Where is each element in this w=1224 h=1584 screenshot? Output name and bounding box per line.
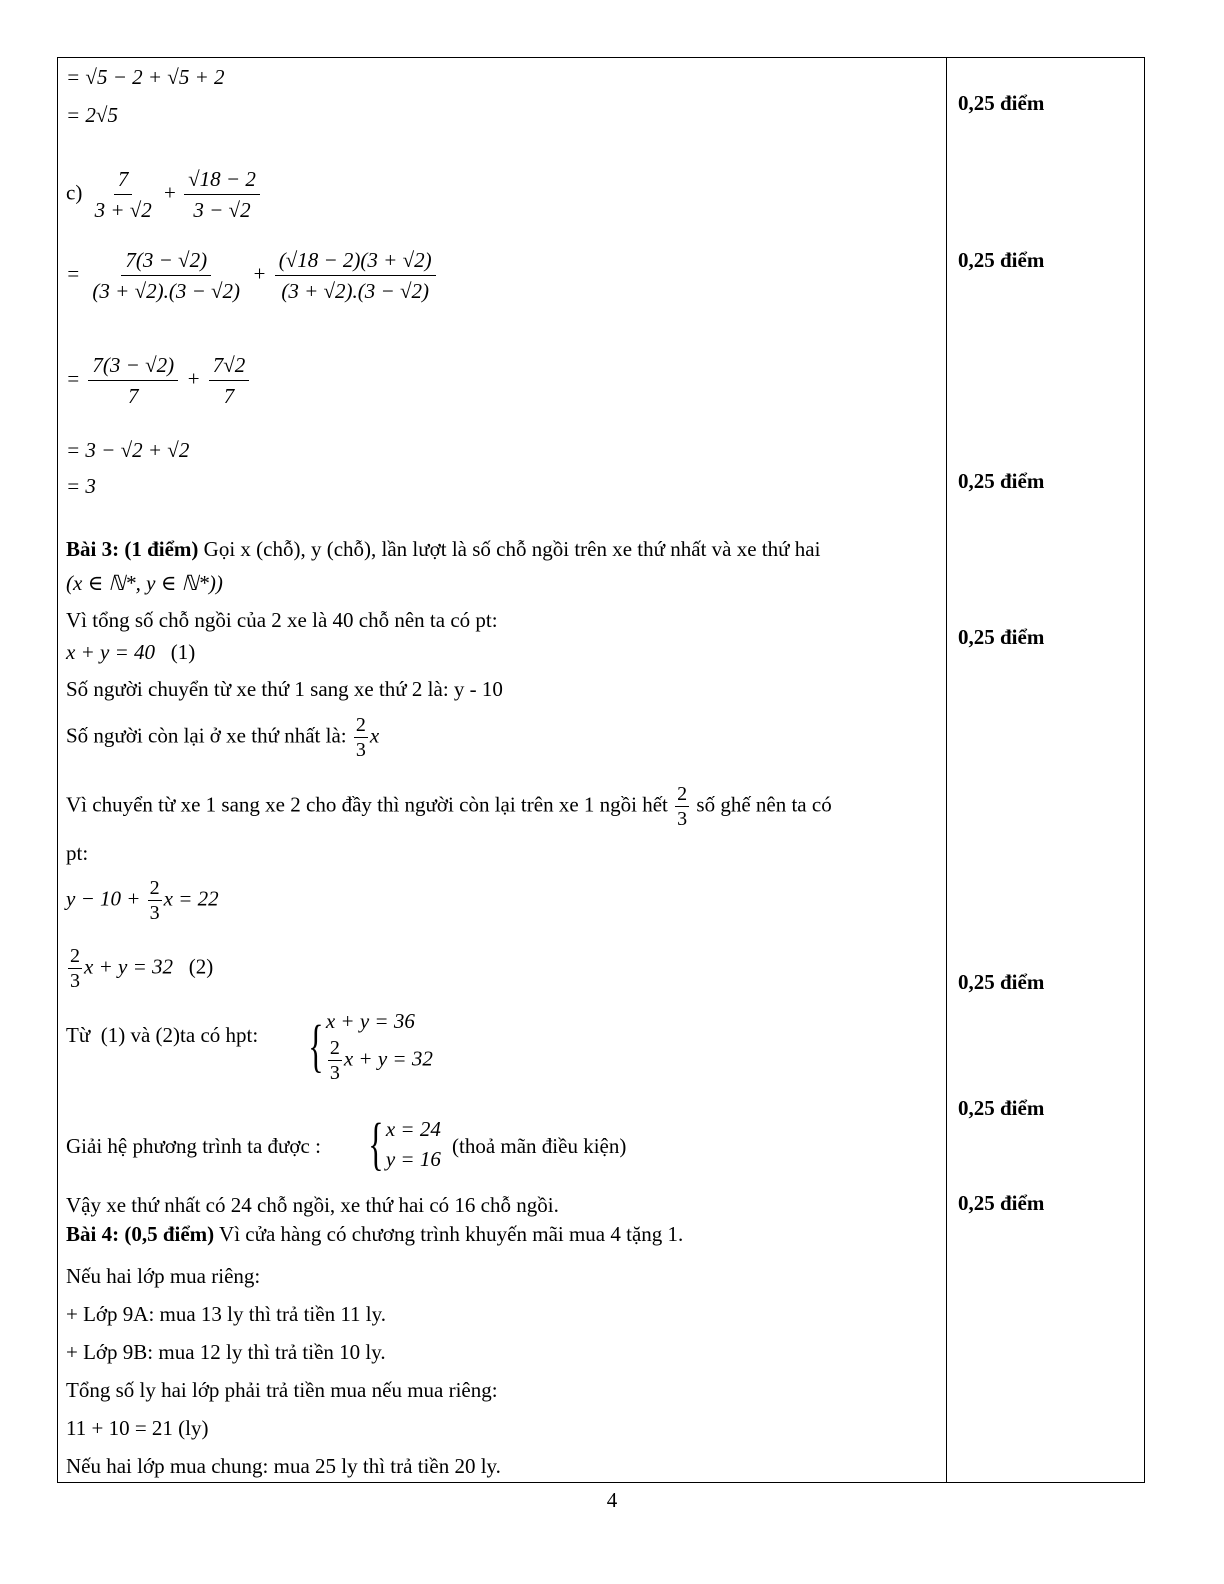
page-number: 4 [606,1488,618,1512]
equation-label: (2) [188,954,214,979]
solution-x: x = 24 [385,1117,441,1141]
denominator: 3 + √2 [94,198,152,222]
part-c-label: c) [66,180,83,205]
denominator: 7 [128,384,139,408]
system-row-1: x + y = 36 [325,1009,415,1033]
score-label: 0,25 điểm [958,1191,1045,1215]
denominator: (3 + √2).(3 − √2) [281,279,429,303]
and-text: và [130,1023,151,1047]
score-label: 0,25 điểm [958,469,1045,493]
score-label: 0,25 điểm [958,970,1045,994]
numerator: 7(3 − √2) [121,245,211,276]
denominator: 3 [355,739,366,761]
fraction [209,350,250,411]
fraction [91,164,156,225]
remaining-text: Số người còn lại ở xe thứ nhất là: [66,723,347,748]
brace-icon: { [308,1012,324,1078]
bai3-because [66,782,832,831]
system-row-2 [326,1036,433,1085]
numerator: 2 [70,945,80,967]
denominator: 3 [677,808,688,830]
numerator: 2 [149,877,160,899]
ref-2: (2) [155,1023,181,1047]
column-divider [946,57,947,1483]
equation: x + y = 40 [66,640,155,664]
bai3-system [66,1009,433,1084]
equation-right: x = 22 [163,886,219,911]
variable: x [369,723,380,748]
denominator: 3 [149,902,160,924]
bai4-line-2: + Lớp 9A: mua 13 ly thì trả tiền 11 ly. [66,1302,387,1326]
numerator: √18 − 2 [184,164,260,195]
numerator: 2 [329,1037,340,1059]
part-b-line-1: = √5 − 2 + √5 + 2 [66,65,225,89]
equation: x + y = 32 [84,954,173,979]
fraction [354,713,368,762]
fraction [328,1036,342,1085]
bai3-title: Bài 3: (1 điểm) [66,537,199,561]
bai4-line-4: Tổng số ly hai lớp phải trả tiền mua nếu mua riêng: [66,1378,498,1402]
fraction [184,164,260,225]
score-label: 0,25 điểm [958,248,1045,272]
numerator: 2 [677,783,688,805]
ref-1: (1) [100,1023,126,1047]
equation-system [302,1006,433,1085]
fraction [148,876,162,925]
solution-system [362,1111,441,1176]
brace-icon: { [368,1111,384,1176]
bai3-remaining [66,713,379,762]
solution-y: y = 16 [385,1147,441,1171]
bai4-line-1: Nếu hai lớp mua riêng: [66,1264,261,1288]
fraction [88,350,178,411]
part-c-step-2: = $\frac{7(3 - √2)}{7}$ + $\frac{7√2}{7}$ [66,350,252,411]
bai3-equation-1 [66,639,195,665]
bai3-equation-step [66,876,219,925]
from-text: Từ [66,1023,91,1047]
denominator: (3 + √2).(3 − √2) [92,279,241,303]
part-c-expression: c) $\frac{7}{3 + √2}$ + $\frac{√18 - 2}{3 - √2}$ [66,164,263,225]
bai3-sum-text: Vì tổng số chỗ ngồi của 2 xe là 40 chỗ nên ta có pt: [66,608,498,632]
fraction [68,944,82,993]
bai4-title: Bài 4: (0,5 điểm) [66,1222,215,1246]
fraction [88,245,244,306]
fraction [675,782,689,831]
denominator: 7 [223,384,235,408]
bai4-heading [66,1221,683,1247]
because-text: Vì chuyển từ xe 1 sang xe 2 cho đầy thì người còn lại trên xe 1 ngồi hết [66,792,668,817]
bai3-heading [66,536,820,562]
equation-label: (1) [170,640,196,664]
numerator: 7√2 [209,350,250,381]
solve-text: Giải hệ phương trình ta được : [66,1134,321,1158]
system-row-2-right: x + y = 32 [343,1046,433,1071]
bai3-equation-2 [66,944,213,993]
part-c-step-1: = $\frac{7(3 - √2)}{(3 + √2).(3 - √2)}$ + $\frac{(√18 - 2)(3 + √2)}{(3 + √2).(3 - √2)}$ [66,245,439,306]
bai4-intro: Vì cửa hàng có chương trình khuyến mãi mua 4 tặng 1. [214,1222,684,1246]
bai3-conclusion: Vậy xe thứ nhất có 24 chỗ ngồi, xe thứ hai có 16 chỗ ngồi. [66,1193,559,1217]
numerator: (√18 − 2)(3 + √2) [275,245,436,276]
part-b-line-2: = 2√5 [66,103,118,127]
bai3-moved-text: Số người chuyển từ xe thứ 1 sang xe thứ 2 là: y - 10 [66,677,503,701]
because-text-end: số ghế nên ta có [696,792,832,817]
fraction [275,245,436,306]
bai3-solution [66,1111,627,1176]
denominator: 3 [70,970,80,992]
score-label: 0,25 điểm [958,625,1045,649]
numerator: 7(3 − √2) [88,350,178,381]
solution-note: (thoả mãn điều kiện) [452,1134,627,1158]
denominator: 3 [329,1062,340,1084]
bai3-pt: pt: [66,841,89,865]
system-text: ta có hpt: [180,1023,259,1047]
bai4-line-5: 11 + 10 = 21 (ly) [66,1416,209,1440]
bai3-condition: (x ∈ ℕ*, y ∈ ℕ*)) [66,571,223,595]
score-label: 0,25 điểm [958,1096,1045,1120]
part-c-step-3: = 3 − √2 + √2 [66,438,190,462]
score-label: 0,25 điểm [958,91,1045,115]
part-c-step-4: = 3 [66,474,96,498]
equation-left: y − 10 + [66,886,141,911]
bai4-line-3: + Lớp 9B: mua 12 ly thì trả tiền 10 ly. [66,1340,386,1364]
numerator: 2 [355,714,366,736]
bai4-line-6: Nếu hai lớp mua chung: mua 25 ly thì trả tiền 20 ly. [66,1454,501,1478]
numerator: 7 [114,164,133,195]
denominator: 3 − √2 [193,198,251,222]
bai3-intro: Gọi x (chỗ), y (chỗ), lần lượt là số chỗ ngồi trên xe thứ nhất và xe thứ hai [198,537,821,561]
